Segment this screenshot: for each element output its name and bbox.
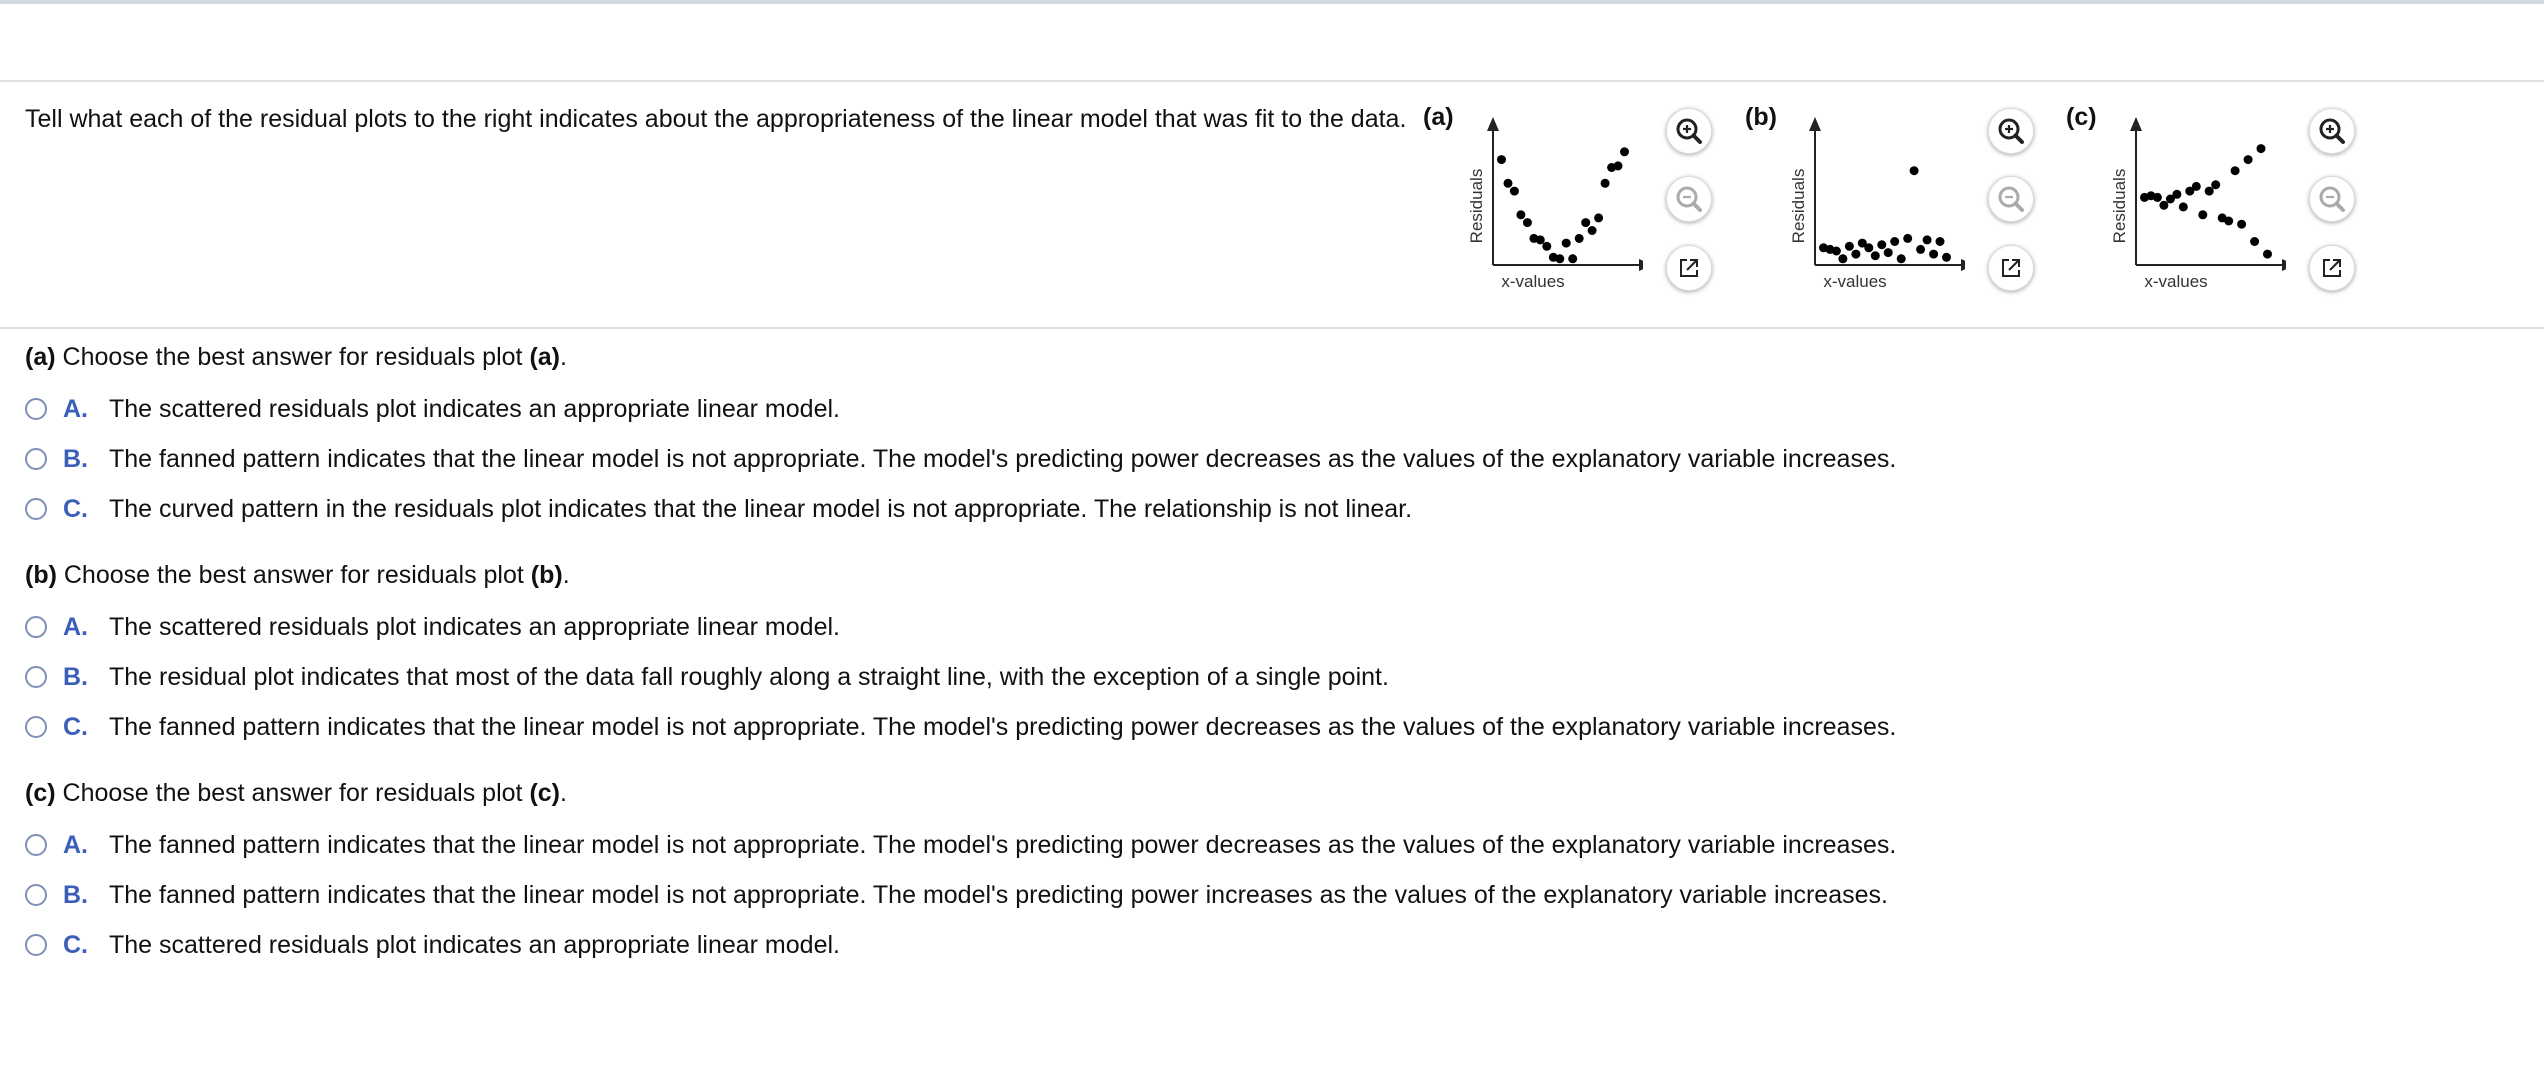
data-point [1903, 234, 1912, 243]
plot-tag: (a) [1423, 103, 1454, 131]
data-point [1516, 210, 1525, 219]
y-axis-label: Residuals [2110, 168, 2129, 244]
option-letter: A. [63, 830, 88, 859]
data-point [2237, 220, 2246, 229]
part-tag: (b) [25, 561, 57, 589]
open-popup-button[interactable] [1666, 245, 1712, 291]
zoom-in-button[interactable] [1666, 108, 1712, 154]
plot-area [1785, 103, 1965, 303]
data-point [1832, 247, 1841, 256]
data-point [1542, 242, 1551, 251]
part-b-question [25, 560, 570, 590]
zoom-out-icon [1996, 184, 2026, 214]
option-text: The curved pattern in the residuals plot indicates that the linear model is not appropriate. The relationship is not linear. [109, 494, 1413, 523]
question-period: . [560, 343, 567, 371]
open-popup-button[interactable] [1988, 245, 2034, 291]
data-point [1923, 235, 1932, 244]
y-axis-arrow [1809, 117, 1821, 131]
x-axis-label: x-values [1823, 272, 1887, 291]
plot-ref: (b) [530, 561, 563, 589]
option-text: The residual plot indicates that most of the data fall roughly along a straight line, with the exception of a single point. [109, 662, 1389, 691]
data-point [1510, 187, 1519, 196]
plot-ref: (a) [529, 343, 560, 371]
question-text: Choose the best answer for residuals plot [56, 561, 531, 589]
radio-button[interactable] [25, 666, 47, 688]
data-point [2231, 166, 2240, 175]
data-point [1851, 250, 1860, 259]
external-link-icon [2319, 255, 2345, 281]
zoom-out-icon [2317, 184, 2347, 214]
y-axis-arrow [1487, 117, 1499, 131]
data-point [1929, 250, 1938, 259]
plot-tag: (b) [1745, 103, 1777, 131]
data-point [1588, 226, 1597, 235]
data-point [2205, 187, 2214, 196]
data-point [1838, 254, 1847, 263]
data-point [1897, 254, 1906, 263]
data-point [1568, 254, 1577, 263]
part-tag: (a) [25, 343, 56, 371]
data-point [1871, 251, 1880, 260]
divider-middle [0, 327, 2544, 329]
data-point [1884, 248, 1893, 257]
data-point [2224, 217, 2233, 226]
data-point [2192, 182, 2201, 191]
zoom-in-button[interactable] [1988, 108, 2034, 154]
option-letter: C. [63, 930, 88, 959]
data-point [1601, 179, 1610, 188]
option-letter: B. [63, 444, 88, 473]
data-point [1942, 253, 1951, 262]
plot-area [2106, 103, 2286, 303]
data-point [1504, 179, 1513, 188]
divider-top [0, 80, 2544, 82]
radio-button[interactable] [25, 716, 47, 738]
part-a-option-a[interactable] [25, 391, 840, 427]
data-point [2198, 210, 2207, 219]
question-prompt: Tell what each of the residual plots to the right indicates about the appropriateness of the linear model that was fit to the data. [25, 105, 1407, 133]
option-letter: A. [63, 612, 88, 641]
external-link-icon [1676, 255, 1702, 281]
data-point [2263, 250, 2272, 259]
part-a-option-b[interactable] [25, 441, 1896, 477]
zoom-out-icon [1674, 184, 1704, 214]
y-axis-arrow [2130, 117, 2142, 131]
zoom-out-button[interactable] [1988, 176, 2034, 222]
radio-button[interactable] [25, 834, 47, 856]
data-point [1581, 218, 1590, 227]
x-axis-label: x-values [2144, 272, 2208, 291]
part-c-option-c[interactable] [25, 927, 840, 963]
option-text: The fanned pattern indicates that the linear model is not appropriate. The model's predicting power decreases as the values of the explanatory variable increases. [109, 712, 1897, 741]
data-point [1594, 213, 1603, 222]
part-tag: (c) [25, 779, 56, 807]
external-link-icon [1998, 255, 2024, 281]
data-point [1910, 166, 1919, 175]
top-border [0, 0, 2544, 4]
part-b-option-c[interactable] [25, 709, 1896, 745]
x-axis-arrow [2282, 259, 2286, 271]
residual-plot-b [1745, 103, 2065, 303]
option-letter: C. [63, 712, 88, 741]
x-axis-arrow [1961, 259, 1965, 271]
option-text: The fanned pattern indicates that the linear model is not appropriate. The model's predicting power decreases as the values of the explanatory variable increases. [109, 830, 1897, 859]
part-a-question [25, 342, 567, 372]
zoom-in-icon [1674, 116, 1704, 146]
data-point [2244, 155, 2253, 164]
x-axis-arrow [1639, 259, 1643, 271]
question-period: . [562, 561, 570, 589]
radio-button[interactable] [25, 498, 47, 520]
option-letter: B. [63, 880, 88, 909]
data-point [1497, 155, 1506, 164]
radio-button[interactable] [25, 934, 47, 956]
y-axis-label: Residuals [1467, 168, 1486, 244]
radio-button[interactable] [25, 884, 47, 906]
data-point [2172, 190, 2181, 199]
part-b-option-b[interactable] [25, 659, 1389, 695]
data-point [1614, 161, 1623, 170]
data-point [1620, 147, 1629, 156]
data-point [1523, 218, 1532, 227]
plot-ref: (c) [529, 779, 560, 807]
data-point [2250, 237, 2259, 246]
zoom-in-button[interactable] [2309, 108, 2355, 154]
data-point [1536, 235, 1545, 244]
data-point [1936, 237, 1945, 246]
data-point [1575, 234, 1584, 243]
option-text: The fanned pattern indicates that the linear model is not appropriate. The model's predicting power increases as the values of the explanatory variable increases. [109, 880, 1888, 909]
data-point [2211, 180, 2220, 189]
question-text: Choose the best answer for residuals plot [55, 343, 530, 371]
radio-button[interactable] [25, 448, 47, 470]
data-point [1890, 237, 1899, 246]
part-c-option-a[interactable] [25, 827, 1896, 863]
radio-button[interactable] [25, 398, 47, 420]
data-point [1916, 245, 1925, 254]
option-text: The fanned pattern indicates that the linear model is not appropriate. The model's predicting power decreases as the values of the explanatory variable increases. [109, 444, 1897, 473]
option-letter: B. [63, 662, 88, 691]
part-b-option-a[interactable] [25, 609, 840, 645]
part-c-option-b[interactable] [25, 877, 1888, 913]
zoom-in-icon [2317, 116, 2347, 146]
part-c-question [25, 778, 567, 808]
data-point [1864, 243, 1873, 252]
open-popup-button[interactable] [2309, 245, 2355, 291]
radio-button[interactable] [25, 616, 47, 638]
x-axis-label: x-values [1501, 272, 1565, 291]
y-axis-label: Residuals [1789, 168, 1808, 244]
zoom-out-button[interactable] [2309, 176, 2355, 222]
data-point [2179, 202, 2188, 211]
data-point [1877, 240, 1886, 249]
zoom-out-button[interactable] [1666, 176, 1712, 222]
question-text: Choose the best answer for residuals plot [55, 779, 530, 807]
option-letter: A. [63, 394, 88, 423]
residual-plot-c [2066, 103, 2386, 303]
zoom-in-icon [1996, 116, 2026, 146]
data-point [1555, 254, 1564, 263]
option-text: The scattered residuals plot indicates an appropriate linear model. [109, 612, 840, 641]
data-point [2257, 144, 2266, 153]
question-period: . [560, 779, 567, 807]
data-point [1845, 242, 1854, 251]
plot-area [1463, 103, 1643, 303]
option-text: The scattered residuals plot indicates an appropriate linear model. [109, 394, 840, 423]
part-a-option-c[interactable] [25, 491, 1412, 527]
data-point [2153, 193, 2162, 202]
data-point [2159, 201, 2168, 210]
option-text: The scattered residuals plot indicates an appropriate linear model. [109, 930, 840, 959]
data-point [1562, 239, 1571, 248]
residual-plot-a [1423, 103, 1743, 303]
option-letter: C. [63, 494, 88, 523]
plot-tag: (c) [2066, 103, 2097, 131]
